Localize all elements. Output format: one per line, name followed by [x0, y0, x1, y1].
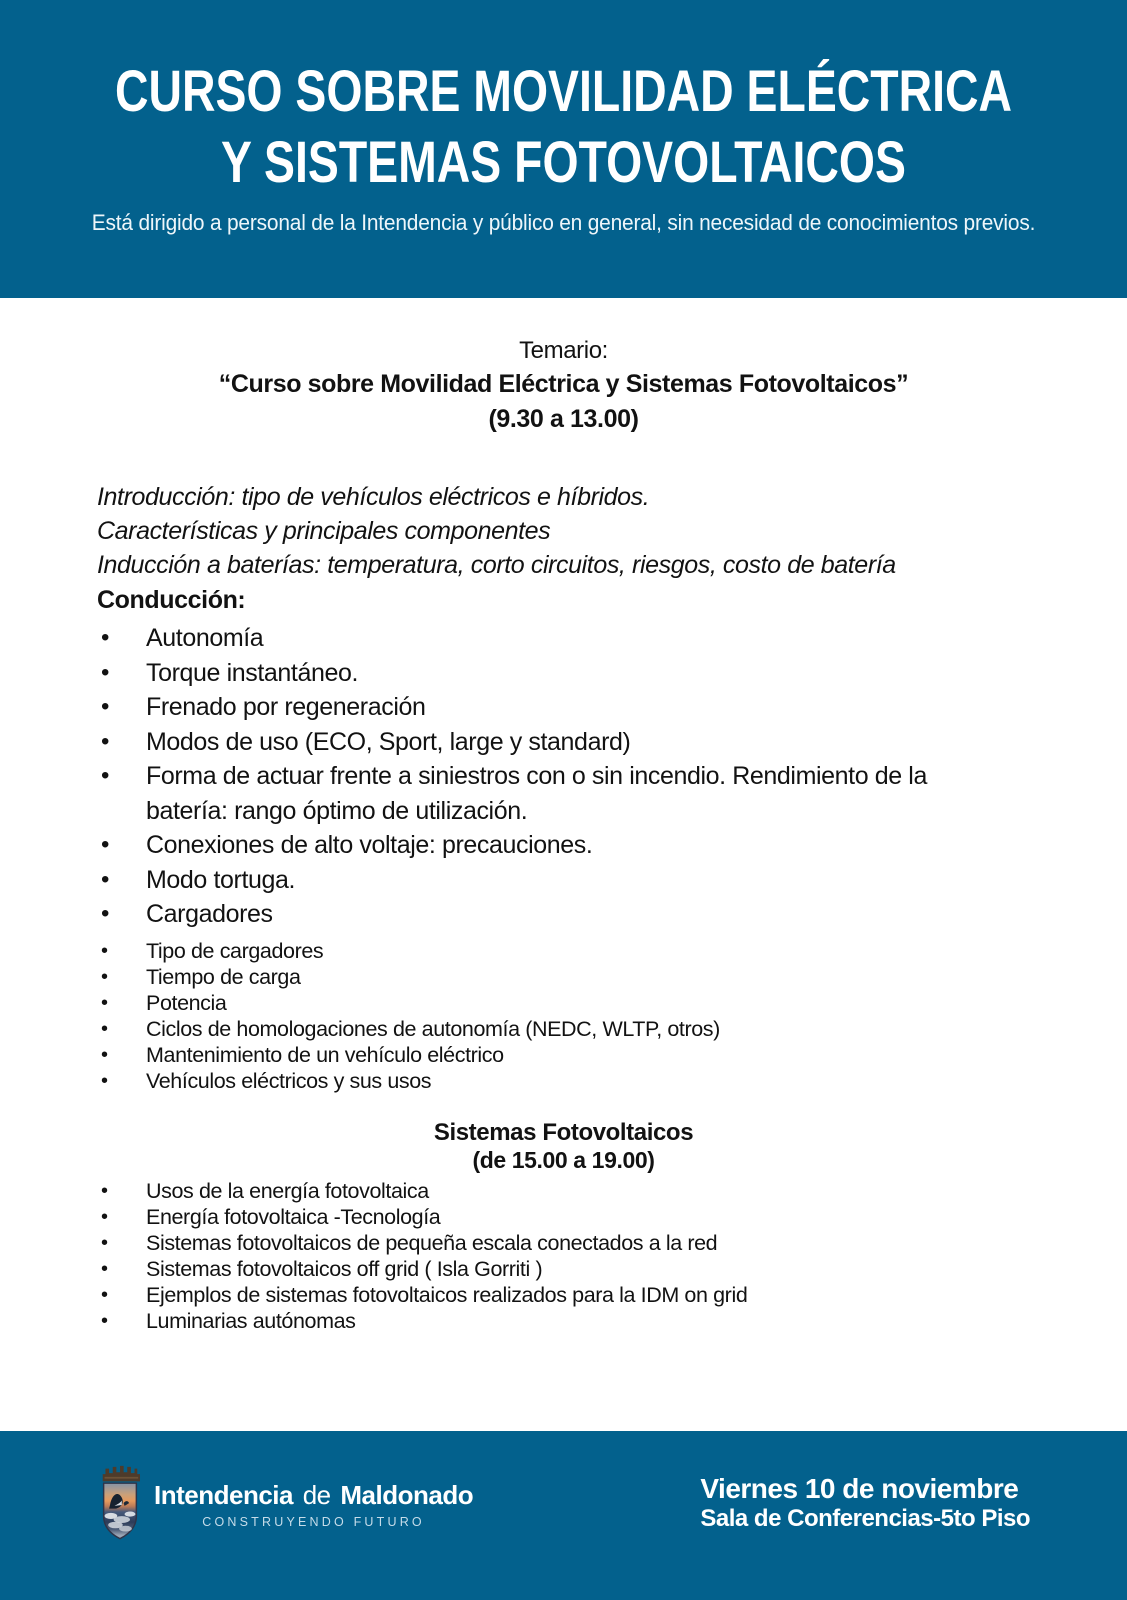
list-item — [101, 1178, 1006, 1204]
list-item — [101, 1016, 1006, 1042]
bullet-icon: • — [101, 1017, 108, 1040]
bullet-icon: • — [101, 624, 110, 651]
list-item — [101, 964, 1006, 990]
event-location: Sala de Conferencias-5to Piso — [700, 1505, 1030, 1532]
org-name — [154, 1480, 473, 1510]
list-item — [101, 828, 1006, 863]
list-item — [101, 621, 1006, 656]
bullet-text: Modos de uso (ECO, Sport, large y standard) — [146, 727, 631, 756]
bullet-icon: • — [101, 727, 110, 755]
bullet-text: Conexiones de alto voltaje: precauciones. — [146, 831, 593, 859]
bullet-text: Luminarias autónomas — [146, 1308, 356, 1333]
bullet-text: Tipo de cargadores — [146, 938, 324, 963]
list-item — [101, 690, 1006, 725]
conduccion-heading: Conducción: — [97, 586, 246, 614]
bullet-icon: • — [101, 939, 108, 962]
bullet-icon: • — [101, 1283, 108, 1306]
org-name-de: de — [302, 1480, 331, 1510]
bullet-text: Sistemas fotovoltaicos de pequeña escala conectados a la red — [146, 1230, 718, 1255]
list-item — [101, 1308, 1006, 1334]
event-info — [700, 1472, 1030, 1533]
bullet-text: Tiempo de carga — [146, 964, 301, 989]
bullet-icon: • — [101, 762, 110, 789]
bullet-icon: • — [101, 1043, 108, 1066]
bullet-text: Energía fotovoltaica -Tecnología — [146, 1204, 441, 1229]
org-text — [154, 1480, 473, 1529]
org-name-bold-1: Intendencia — [154, 1480, 293, 1510]
list-item — [101, 1256, 1006, 1282]
intro-line: Introducción: tipo de vehículos eléctricos e híbridos. — [97, 483, 650, 511]
bullet-icon: • — [101, 1231, 108, 1254]
bullet-text: Ejemplos de sistemas fotovoltaicos realizados para la IDM on grid — [146, 1282, 748, 1307]
intro-line: Características y principales componentes — [97, 517, 551, 545]
list-item — [101, 863, 1006, 898]
bullet-text: Vehículos eléctricos y sus usos — [146, 1068, 432, 1093]
bullet-text: Potencia — [146, 990, 227, 1015]
bullet-icon: • — [101, 1257, 108, 1280]
bullet-text: Torque instantáneo. — [146, 658, 359, 687]
header-band — [0, 0, 1127, 298]
footer-band — [0, 1431, 1127, 1600]
bullet-icon: • — [101, 1205, 108, 1228]
intro-block — [97, 480, 1127, 582]
list-item — [101, 656, 1006, 691]
list-item — [101, 1042, 1006, 1068]
intendencia-brand — [97, 1465, 473, 1545]
temario-label: Temario: — [519, 337, 608, 364]
bullet-icon: • — [101, 991, 108, 1014]
bullet-text: Cargadores — [146, 900, 273, 928]
header-subtitle: Está dirigido a personal de la Intendencia y público en general, sin necesidad de conocimientos previos. — [91, 210, 1036, 235]
bullet-icon: • — [101, 965, 108, 988]
fotovoltaicos-bullet-list — [0, 1178, 1127, 1334]
bullet-text: Forma de actuar frente a siniestros con o sin incendio. Rendimiento de la batería: rango óptimo de utilización. — [146, 762, 927, 825]
bullet-icon: • — [101, 865, 110, 893]
list-item — [101, 938, 1006, 964]
list-item — [101, 1204, 1006, 1230]
org-tagline: CONSTRUYENDO FUTURO — [202, 1515, 425, 1529]
list-item — [101, 990, 1006, 1016]
list-item — [101, 1230, 1006, 1256]
bullet-icon: • — [101, 658, 110, 686]
course-title-line-2: Y SISTEMAS FOTOVOLTAICOS — [221, 130, 906, 195]
fotovoltaicos-heading: Sistemas Fotovoltaicos — [433, 1118, 694, 1146]
conduccion-bullet-list-large — [0, 621, 1127, 932]
bullet-icon: • — [101, 831, 110, 858]
temario-block — [0, 336, 1127, 436]
temario-schedule: (9.30 a 13.00) — [488, 405, 639, 433]
conduccion-bullet-list-small — [0, 938, 1127, 1094]
course-title-line-1: CURSO SOBRE MOVILIDAD ELÉCTRICA — [114, 59, 1013, 124]
bullet-icon: • — [101, 1179, 108, 1202]
fotovoltaicos-schedule: (de 15.00 a 19.00) — [472, 1146, 655, 1173]
list-item — [101, 1068, 1006, 1094]
bullet-icon: • — [101, 1069, 108, 1092]
temario-course-title: “Curso sobre Movilidad Eléctrica y Sistemas Fotovoltaicos” — [218, 370, 909, 398]
event-date: Viernes 10 de noviembre — [700, 1473, 1019, 1504]
bullet-text: Modo tortuga. — [146, 865, 296, 894]
bullet-text: Sistemas fotovoltaicos off grid ( Isla Gorriti ) — [146, 1256, 543, 1281]
list-item — [101, 759, 1006, 828]
flyer-body — [0, 298, 1127, 1431]
intro-line: Inducción a baterías: temperatura, corto circuitos, riesgos, costo de batería — [97, 551, 896, 579]
bullet-text: Frenado por regeneración — [146, 693, 426, 721]
bullet-text: Autonomía — [146, 624, 264, 652]
bullet-icon: • — [101, 1309, 108, 1332]
bullet-icon: • — [101, 900, 110, 927]
list-item — [101, 725, 1006, 760]
bullet-text: Mantenimiento de un vehículo eléctrico — [146, 1042, 504, 1067]
bullet-text: Ciclos de homologaciones de autonomía (NEDC, WLTP, otros) — [146, 1016, 720, 1041]
list-item — [101, 897, 1006, 932]
maldonado-crest-icon — [97, 1465, 143, 1545]
org-name-bold-2: Maldonado — [340, 1480, 474, 1510]
list-item — [101, 1282, 1006, 1308]
bullet-icon: • — [101, 693, 110, 720]
bullet-text: Usos de la energía fotovoltaica — [146, 1178, 429, 1203]
